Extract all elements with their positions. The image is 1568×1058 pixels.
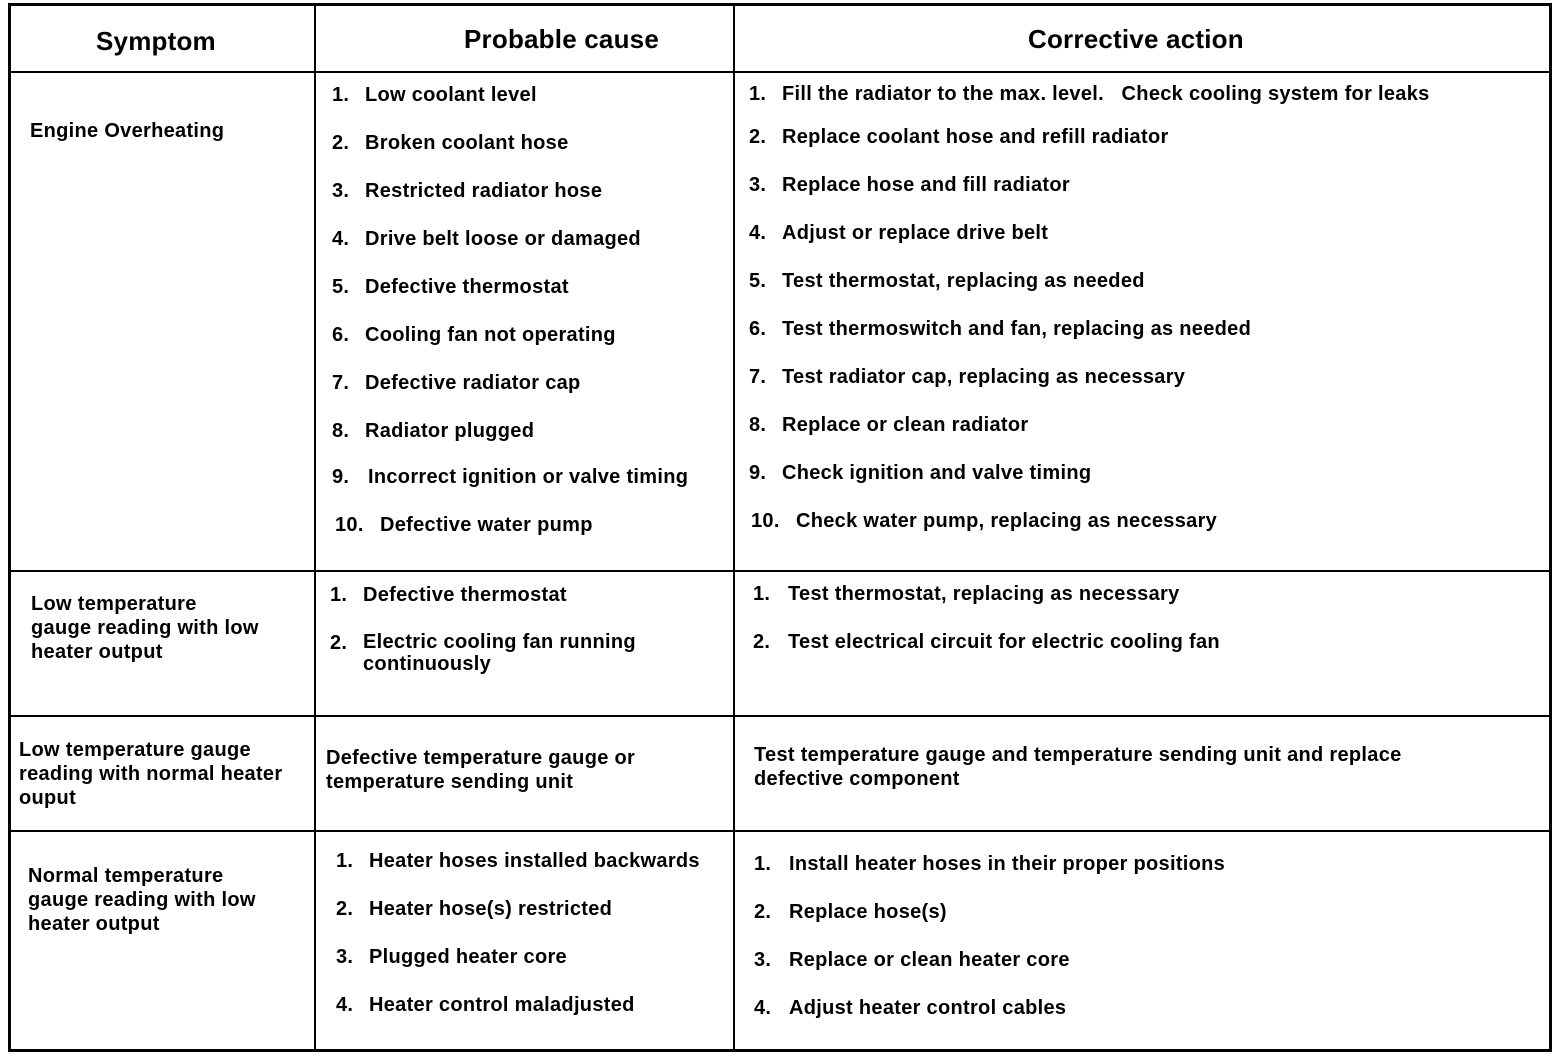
action-item: 10. Check water pump, replacing as necessary <box>751 510 1218 532</box>
header-probable-cause: Probable cause <box>464 24 659 54</box>
cause-item: 5. Defective thermostat <box>332 276 569 298</box>
action-item: 2. Replace hose(s) <box>754 901 947 923</box>
header-corrective-action: Corrective action <box>1028 24 1244 54</box>
cause-item: 4. Heater control maladjusted <box>336 994 635 1016</box>
action-item: 1. Test thermostat, replacing as necessary <box>753 583 1180 605</box>
action-item: 3. Replace or clean heater core <box>754 949 1070 971</box>
cause-cell: Defective temperature gauge or temperature sending unit <box>326 747 636 793</box>
cause-item: 10. Defective water pump <box>335 514 593 536</box>
action-item: 1. Fill the radiator to the max. level. Check cooling system for leaks <box>749 83 1430 105</box>
action-item: 3. Replace hose and fill radiator <box>749 174 1070 196</box>
action-item: 2. Replace coolant hose and refill radiator <box>749 126 1169 148</box>
action-item: 8. Replace or clean radiator <box>749 414 1029 436</box>
action-item: 6. Test thermoswitch and fan, replacing as needed <box>749 318 1252 340</box>
action-item: 1. Install heater hoses in their proper positions <box>754 853 1226 875</box>
row-divider <box>11 570 1549 572</box>
cause-item: 2. Heater hose(s) restricted <box>336 898 613 920</box>
header-symptom: Symptom <box>96 26 216 56</box>
symptom-cell: Low temperature gauge reading with low heater output <box>31 593 259 663</box>
cause-item: 8. Radiator plugged <box>332 420 535 442</box>
cause-item: 4. Drive belt loose or damaged <box>332 228 641 250</box>
column-divider <box>733 6 735 1049</box>
cause-item: 1. Heater hoses installed backwards <box>336 850 700 872</box>
row-divider <box>11 715 1549 717</box>
cause-item: 1. Low coolant level <box>332 84 537 106</box>
cause-item: 6. Cooling fan not operating <box>332 324 616 346</box>
row-divider <box>11 830 1549 832</box>
action-item: 4. Adjust or replace drive belt <box>749 222 1049 244</box>
header-divider <box>11 71 1549 73</box>
troubleshooting-table <box>8 3 1552 1052</box>
action-cell: Test temperature gauge and temperature sending unit and replace defective component <box>754 744 1402 790</box>
action-item: 9. Check ignition and valve timing <box>749 462 1092 484</box>
action-item: 5. Test thermostat, replacing as needed <box>749 270 1145 292</box>
cause-item: 2. Broken coolant hose <box>332 132 569 154</box>
cause-item: 2. Electric cooling fan running continuously <box>330 631 636 675</box>
action-item: 2. Test electrical circuit for electric cooling fan <box>753 631 1220 653</box>
action-item: 7. Test radiator cap, replacing as necessary <box>749 366 1186 388</box>
symptom-cell: Engine Overheating <box>30 120 225 142</box>
cause-item: 3. Restricted radiator hose <box>332 180 603 202</box>
cause-item: 1. Defective thermostat <box>330 584 567 606</box>
cause-item: 9. Incorrect ignition or valve timing <box>332 466 689 488</box>
symptom-cell: Normal temperature gauge reading with low heater output <box>28 865 256 935</box>
cause-item: 7. Defective radiator cap <box>332 372 581 394</box>
cause-item: 3. Plugged heater core <box>336 946 567 968</box>
column-divider <box>314 6 316 1049</box>
action-item: 4. Adjust heater control cables <box>754 997 1067 1019</box>
symptom-cell: Low temperature gauge reading with normal heater ouput <box>19 739 283 809</box>
